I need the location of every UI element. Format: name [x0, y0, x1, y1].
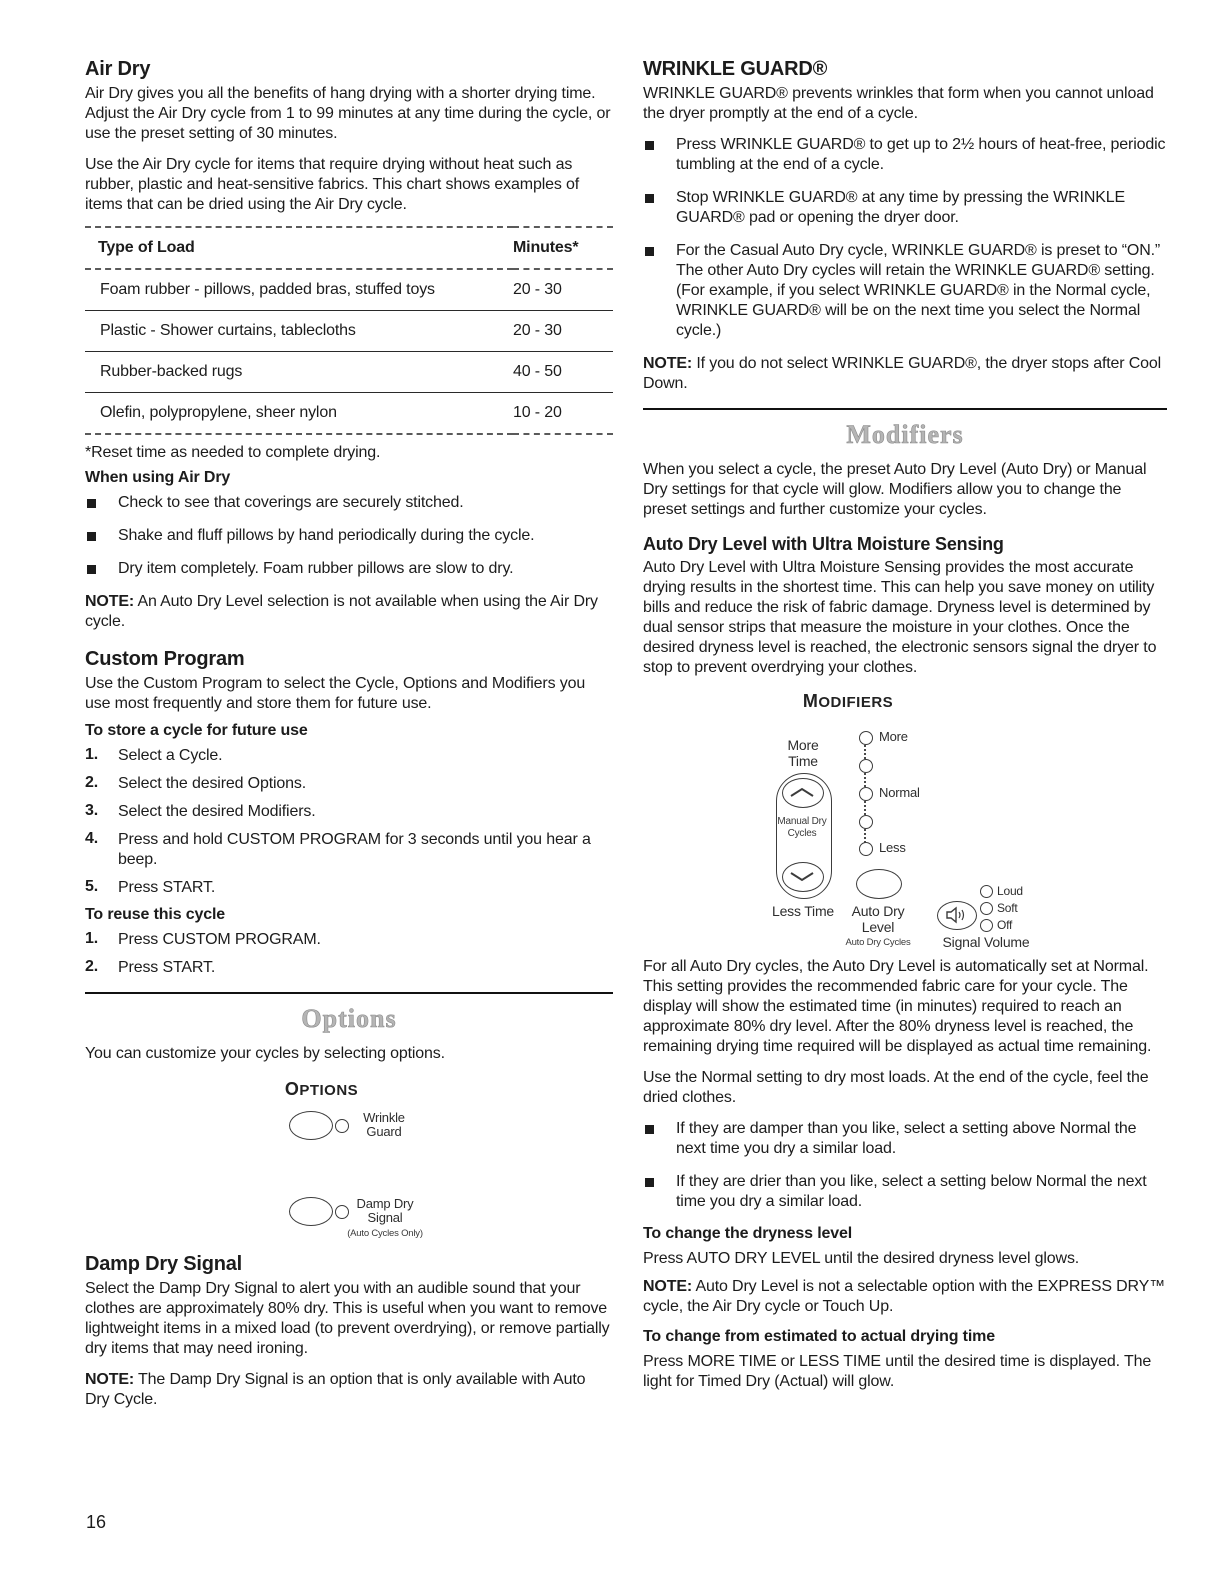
bullet-text: Check to see that coverings are securely stitched. [118, 494, 464, 511]
chevron-down-icon [789, 871, 815, 883]
square-bullet-icon [87, 532, 96, 541]
air-dry-load-table [85, 226, 613, 435]
volume-soft-light-icon [980, 902, 993, 915]
numbered-step [85, 930, 613, 950]
bullet-text: Press WRINKLE GUARD® to get up to 2½ hours of heat-free, periodic tumbling at the end of a cycle. [676, 136, 1166, 173]
wrinkle-guard-note [643, 354, 1167, 394]
when-using-air-dry-heading: When using Air Dry [85, 469, 231, 486]
volume-off-light-icon [980, 919, 993, 932]
bullet-item [643, 135, 1167, 175]
table-row [85, 352, 613, 393]
auto-dry-level-pad-label: Auto Dry Level [851, 903, 905, 935]
change-dryness-paragraph: Press AUTO DRY LEVEL until the desired dryness level glows. [643, 1250, 1080, 1267]
square-bullet-icon [645, 247, 654, 256]
note-label: NOTE: [85, 1371, 135, 1388]
section-divider [643, 408, 1167, 410]
step-number: 1. [85, 746, 99, 763]
minutes-cell: 20 - 30 [513, 311, 613, 352]
auto-dry-level-paragraph: Auto Dry Level with Ultra Moisture Sensing provides the most accurate drying results in the shortest time. This can help you save money on utility bills and reduce the risk of fabric damage. Dryness level is determined by dual sensor strips that measure the moisture in your clothes. Once the desired dryness level is reached, the electronic sensors signal the dryer to stop to prevent overdrying your clothes. [643, 559, 1157, 676]
square-bullet-icon [87, 499, 96, 508]
options-script-heading: Options [301, 1004, 397, 1033]
note-text: The Damp Dry Signal is an option that is only available with Auto Dry Cycle. [85, 1371, 586, 1408]
damp-dry-signal-indicator-light-icon [335, 1205, 349, 1219]
dry-level-more-label: More [879, 729, 908, 744]
note-text: An Auto Dry Level selection is not available when using the Air Dry cycle. [85, 593, 598, 630]
more-time-button-icon [782, 778, 824, 808]
damp-dry-signal-pad-icon [289, 1197, 333, 1226]
bullet-text: If they are drier than you like, select a setting below Normal the next time you dry a similar load. [676, 1173, 1147, 1210]
dry-level-light-icon [859, 759, 873, 773]
step-number: 1. [85, 930, 99, 947]
load-cell: Olefin, polypropylene, sheer nylon [85, 393, 513, 435]
air-dry-paragraph-2: Use the Air Dry cycle for items that require drying without heat such as rubber, plastic and heat-sensitive fabrics. This chart shows examples of items that can be dried using the Air Dry cycle. [85, 156, 580, 213]
numbered-step [85, 878, 613, 898]
bullet-item [643, 188, 1167, 228]
step-text: Select a Cycle. [118, 747, 223, 764]
step-text: Press CUSTOM PROGRAM. [118, 931, 321, 948]
damp-dry-note [85, 1370, 613, 1410]
manual-dry-cycles-label: Manual Dry Cycles [777, 816, 827, 839]
auto-dry-level-heading: Auto Dry Level with Ultra Moisture Sensing [643, 534, 1004, 554]
numbered-step [85, 746, 613, 766]
options-intro: You can customize your cycles by selecting options. [85, 1045, 445, 1062]
bullet-text: Dry item completely. Foam rubber pillows are slow to dry. [118, 560, 514, 577]
more-time-label: More Time [787, 737, 819, 769]
numbered-step [85, 802, 613, 822]
air-dry-note [85, 592, 613, 632]
minutes-cell: 10 - 20 [513, 393, 613, 435]
step-text: Select the desired Modifiers. [118, 803, 316, 820]
table-row [85, 269, 613, 311]
square-bullet-icon [645, 1178, 654, 1187]
note-label: NOTE: [643, 1278, 693, 1295]
wrinkle-guard-intro: WRINKLE GUARD® prevents wrinkles that form when you cannot unload the dryer promptly at the end of a cycle. [643, 85, 1154, 122]
modifiers-panel-diagram [643, 689, 1167, 957]
less-time-button-icon [782, 862, 824, 892]
dry-level-more-light-icon [859, 731, 873, 745]
note-label: NOTE: [85, 593, 135, 610]
modifiers-diagram-title: MODIFIERS [802, 691, 894, 711]
step-text: Press and hold CUSTOM PROGRAM for 3 seconds until you hear a beep. [118, 831, 591, 868]
bullet-item [643, 1119, 1167, 1159]
step-text: Press START. [118, 959, 216, 976]
square-bullet-icon [645, 1125, 654, 1134]
numbered-step [85, 774, 613, 794]
bullet-item [643, 1172, 1167, 1212]
bullet-item [643, 241, 1167, 341]
section-divider [85, 992, 613, 994]
auto-dry-level-pad-icon [856, 869, 902, 899]
for-all-auto-dry-paragraph: For all Auto Dry cycles, the Auto Dry Level is automatically set at Normal. This setting provides the recommended fabric care for your cycle. The display will show the estimated time (in minutes) required to reach an approximate 80% dry level. After the 80% dryness level is reached, the remaining drying time required will be displayed as actual time remaining. [643, 958, 1152, 1055]
bullet-text: If they are damper than you like, select a setting above Normal the next time you dry a similar load. [676, 1120, 1137, 1157]
wrinkle-guard-pad-label: Wrinkle Guard [363, 1110, 405, 1139]
dry-level-less-light-icon [859, 842, 873, 856]
volume-loud-label: Loud [997, 884, 1023, 898]
volume-off-label: Off [997, 918, 1013, 932]
volume-loud-light-icon [980, 885, 993, 898]
less-time-label: Less Time [772, 903, 834, 919]
options-diagram-title: OPTIONS [284, 1079, 359, 1099]
minutes-cell: 40 - 50 [513, 352, 613, 393]
column-header-type-of-load: Type of Load [85, 227, 513, 269]
dry-level-normal-light-icon [859, 787, 873, 801]
custom-program-heading: Custom Program [85, 648, 245, 670]
modifiers-script-heading: Modifiers [846, 420, 964, 449]
chevron-up-icon [789, 786, 815, 798]
step-number: 5. [85, 878, 99, 895]
step-number: 2. [85, 958, 99, 975]
damp-dry-paragraph: Select the Damp Dry Signal to alert you with an audible sound that your clothes are approximately 80% dry. This is useful when you want to remove lightweight items in a mixed load (to prevent overdrying), or remove partially dry items that may need ironing. [85, 1280, 610, 1357]
store-cycle-heading: To store a cycle for future use [85, 722, 308, 739]
numbered-step [85, 830, 613, 870]
air-dry-paragraph-1: Air Dry gives you all the benefits of hang drying with a shorter drying time. Adjust the Air Dry cycle from 1 to 99 minutes at any time during the cycle, or use the preset setting of 30 minutes. [85, 85, 611, 142]
dry-level-normal-label: Normal [879, 785, 920, 800]
numbered-step [85, 958, 613, 978]
speaker-icon [945, 906, 967, 924]
bullet-text: For the Casual Auto Dry cycle, WRINKLE GUARD® is preset to “ON.” The other Auto Dry cycles will retain the WRINKLE GUARD® setting. (For example, if you select WRINKLE GUARD® in the Normal cycle, WRINKLE GUARD® will be on the next time you select the Normal cycle.) [676, 242, 1161, 339]
custom-program-intro: Use the Custom Program to select the Cycle, Options and Modifiers you use most frequently and store them for future use. [85, 675, 586, 712]
table-row [85, 311, 613, 352]
right-column [643, 58, 1167, 1403]
load-cell: Plastic - Shower curtains, tablecloths [85, 311, 513, 352]
wrinkle-guard-indicator-light-icon [335, 1119, 349, 1133]
table-footnote: *Reset time as needed to complete drying. [85, 444, 381, 461]
reuse-cycle-heading: To reuse this cycle [85, 906, 226, 923]
step-number: 3. [85, 802, 99, 819]
bullet-item [85, 526, 613, 546]
options-panel-diagram [85, 1075, 613, 1253]
page-number: 16 [86, 1512, 107, 1532]
dry-level-light-icon [859, 815, 873, 829]
square-bullet-icon [87, 565, 96, 574]
wrinkle-guard-pad-icon [289, 1111, 333, 1140]
step-number: 4. [85, 830, 99, 847]
bullet-item [85, 559, 613, 579]
dry-level-less-label: Less [879, 840, 906, 855]
change-time-heading: To change from estimated to actual drying time [643, 1328, 995, 1345]
table-header-row [85, 227, 613, 269]
volume-soft-label: Soft [997, 901, 1018, 915]
air-dry-heading: Air Dry [85, 58, 151, 80]
use-normal-paragraph: Use the Normal setting to dry most loads. At the end of the cycle, feel the dried clothes. [643, 1069, 1149, 1106]
signal-volume-pad-icon [937, 901, 977, 930]
square-bullet-icon [645, 141, 654, 150]
note-label: NOTE: [643, 355, 693, 372]
auto-dry-cycles-sub-label: Auto Dry Cycles [845, 937, 911, 948]
note-text: If you do not select WRINKLE GUARD®, the dryer stops after Cool Down. [643, 355, 1162, 392]
step-text: Press START. [118, 879, 216, 896]
column-header-minutes: Minutes* [513, 227, 613, 269]
auto-dry-note [643, 1277, 1167, 1317]
step-number: 2. [85, 774, 99, 791]
note-text: Auto Dry Level is not a selectable option with the EXPRESS DRY™ cycle, the Air Dry cycle or Touch Up. [643, 1278, 1166, 1315]
load-cell: Rubber-backed rugs [85, 352, 513, 393]
time-adjust-pad-icon [776, 773, 832, 899]
left-column [85, 58, 613, 1421]
damp-dry-signal-pad-label: Damp Dry Signal [356, 1196, 414, 1225]
bullet-item [85, 493, 613, 513]
minutes-cell: 20 - 30 [513, 269, 613, 311]
table-row [85, 393, 613, 435]
change-time-paragraph: Press MORE TIME or LESS TIME until the desired time is displayed. The light for Timed Dry (Actual) will glow. [643, 1353, 1152, 1390]
load-cell: Foam rubber - pillows, padded bras, stuffed toys [85, 269, 513, 311]
signal-volume-label: Signal Volume [942, 934, 1030, 950]
bullet-text: Stop WRINKLE GUARD® at any time by pressing the WRINKLE GUARD® pad or opening the dryer door. [676, 189, 1126, 226]
step-text: Select the desired Options. [118, 775, 307, 792]
change-dryness-heading: To change the dryness level [643, 1225, 853, 1242]
square-bullet-icon [645, 194, 654, 203]
modifiers-intro: When you select a cycle, the preset Auto Dry Level (Auto Dry) or Manual Dry settings for that cycle will glow. Modifiers allow you to change the preset settings and further customize your cycles. [643, 461, 1147, 518]
damp-dry-signal-heading: Damp Dry Signal [85, 1253, 243, 1275]
damp-dry-signal-sub-label: (Auto Cycles Only) [347, 1228, 423, 1239]
wrinkle-guard-heading: WRINKLE GUARD® [643, 58, 828, 80]
bullet-text: Shake and fluff pillows by hand periodically during the cycle. [118, 527, 535, 544]
